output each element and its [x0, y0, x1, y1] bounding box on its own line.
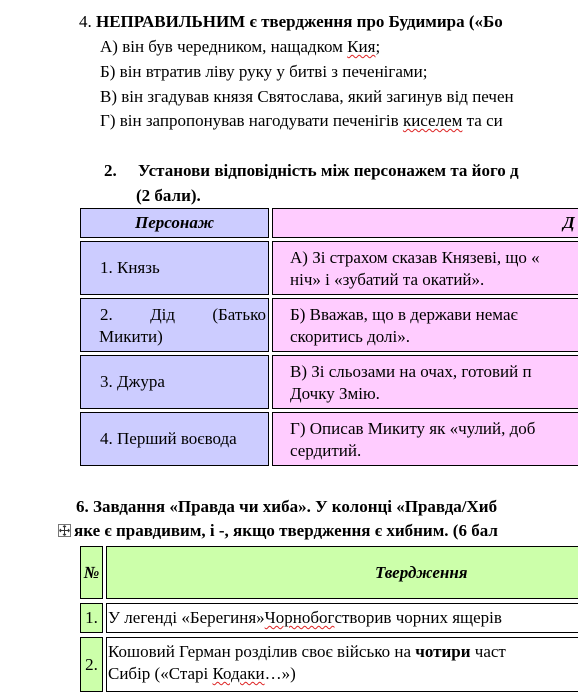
truth-row-number: 1. — [80, 603, 103, 633]
truth-header-number: № — [80, 546, 103, 599]
q4-option-a: А) він був чередником, нащадком Кия; — [100, 37, 381, 56]
match-row-right: Б) Вважав, що в держави немає скоритись долі». — [272, 298, 578, 352]
q4-title — [79, 12, 503, 32]
q4-option-d: Г) він запропонував нагодувати печенігів киселем та си — [100, 111, 503, 130]
match-header-description: Д — [272, 208, 578, 238]
truth-row-statement: Кошовий Герман розділив своє військо на чотири част Сибір («Старі Кодаки…») — [106, 637, 578, 692]
match-row-left: 3. Джура — [80, 355, 269, 409]
truth-row-statement: У легенді «Берегиня» Чорнобог створив чорних ящерів — [106, 603, 578, 633]
match-header-character: Персонаж — [80, 208, 269, 238]
q2-title-text: Установи відповідність між персонажем та його д — [138, 161, 519, 180]
q6-title: 6. Завдання «Правда чи хиба». У колонці «Правда/Хиб — [76, 497, 498, 516]
match-row-left: 2. Дід (Батько Микити) — [80, 298, 269, 352]
truth-header-statement: Твердження — [106, 546, 578, 599]
q4-title-text: НЕПРАВИЛЬНИМ є твердження про Будимира («Бо — [96, 12, 503, 31]
match-row-left: 1. Князь — [80, 241, 269, 295]
match-row-right: Г) Описав Микиту як «чулий, доб сердитий. — [272, 412, 578, 466]
match-row-left: 4. Перший воєвода — [80, 412, 269, 466]
q4-option-c: В) він згадував князя Святослава, який загинув від печен — [100, 87, 514, 106]
move-cross-icon[interactable] — [58, 524, 71, 537]
match-row-right: А) Зі страхом сказав Князеві, що « ніч» і «зубатий та окатий». — [272, 241, 578, 295]
q4-number: 4. — [79, 12, 92, 31]
q4-option-b: Б) він втратив ліву руку у битві з печенігами; — [100, 62, 428, 81]
q2-number: 2. — [104, 161, 117, 180]
q2-points: (2 бали). — [136, 186, 201, 205]
q6-title-line2: яке є правдивим, і -, якщо твердження є хибним. (6 бал — [58, 521, 498, 541]
truth-row-number: 2. — [80, 637, 103, 692]
q2-title — [104, 161, 519, 181]
match-row-right: В) Зі сльозами на очах, готовий п Дочку Змію. — [272, 355, 578, 409]
